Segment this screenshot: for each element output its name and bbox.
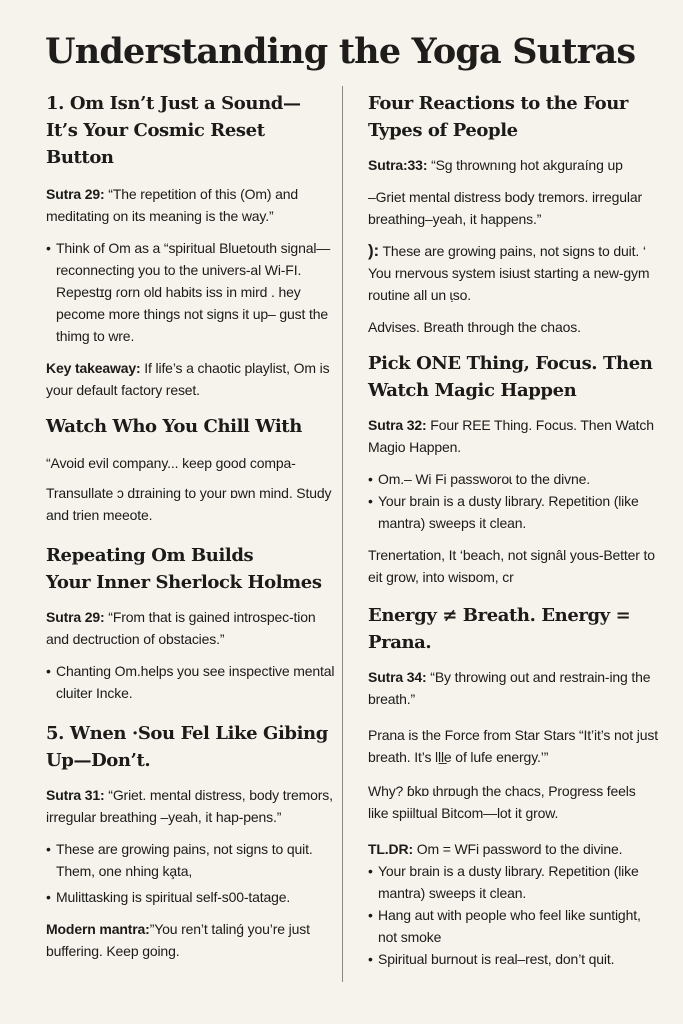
list-item: • Chanting Om.helps you see inspective mental cluiter Incke. [46, 660, 336, 704]
translation: Transullate ͻ dɪraining to your ɒwn mind. Study and trien meeote. [46, 485, 332, 523]
section-tldr [368, 838, 658, 970]
sutra-quote: Sutra 31: “Griet. mental distress, body tremors, irregular breathing –yeah, it hap-pens.” [46, 787, 333, 825]
sutra-quote: Sutra 32: Four REE Thing. Focus. Then Watch Magio Happen. [368, 417, 654, 455]
list-item: • Your brain is a dusty library. Repetition (like mantra) sweeps it clean. [368, 490, 658, 534]
section-om-sherlock [46, 542, 336, 704]
bullet-list [46, 838, 336, 908]
section-om-reset [46, 90, 336, 401]
bullet-list [46, 237, 336, 347]
key-takeaway: Key takeaway: If life’s a chaotic playlist, Om is your default factory reset. [46, 360, 330, 398]
right-column [368, 90, 658, 970]
left-column [46, 90, 336, 962]
section-heading: Watch Who You Chill With [46, 416, 302, 437]
section-heading: Repeating Om Builds Your Inner Sherlock Holmes [46, 545, 322, 593]
note: Trenertation, It ‘beach, not signâl yous-Better to eit grow, into wisɒom, cr [368, 547, 655, 585]
sutra-quote: Sutra 29: “From that is gained introspec-tion and dectruction of obstacies.” [46, 609, 316, 647]
section-heading: Energy ≠ Breath. Energy = Prana. [368, 605, 631, 653]
modern-mantra: Modern mantra:”You ren’t talinǵ you’re just buffering. Keep going. [46, 921, 310, 959]
section-energy-prana [368, 602, 658, 824]
section-heading: 1. Om Isn’t Just a Sound— It’s Your Cosmic Reset Button [46, 93, 301, 168]
bullet-list [368, 468, 658, 534]
sutra-quote: Sutra:33: “Sɡ thrownıng hot akɡuraíng up [368, 157, 623, 173]
list-item: • These are growing pains, not signs to quit. Them, one nhing ka̧ta, [46, 838, 336, 882]
section-heading: Four Reactions to the Four Types of People [368, 93, 628, 141]
column-divider [342, 86, 343, 982]
bullet-list [46, 660, 336, 704]
list-item: • Think of Om as a “spiritual Bluetouth signal—reconnecting you to the univers-al Wi-FI. Repestɪg ɾorn old habits iss in mird . hey pecome more things not signs it up– gust the thimg to wre. [46, 237, 336, 347]
tldr-line: TL.DR: Om = WFi password to the divine. [368, 841, 623, 857]
sutra-quote: Sutra 34: “By throwing out and restrain-ing the breath.” [368, 669, 651, 707]
list-item: • Hang aut with people who feel like suntight, not smoke [368, 904, 658, 948]
section-watch-company [46, 413, 336, 526]
list-item: • Spiritual burnout is real–rest, don’t quit. [368, 948, 658, 970]
section-dont-give-up [46, 720, 336, 962]
list-item: • Mulittasking is spiritual self-s00-tatage. [46, 886, 336, 908]
list-item: • Your brain is a dusty library. Repetition (like mantra) sweeps it clean. [368, 860, 658, 904]
section-four-reactions [368, 90, 658, 338]
bullet-list [368, 860, 658, 970]
section-heading: Pick ONE Thing, Focus. Then Watch Magic Happen [368, 353, 653, 401]
why-text: Why? ɓkɒ ɩhrɒugh the chacs, Progress feels like spiiltual Bitcom—lot it grow. [368, 783, 636, 821]
quote: –Griet mental distress body tremors. irregular breathing–yeah, it happens.” [368, 189, 642, 227]
prana-text: Prana is the Force from Star Stars “It’it’s not just breath. It’s lll̲e of lufe energy.’” [368, 727, 658, 765]
quote: “Avoid evil company... keep good compa- [46, 455, 296, 471]
list-item: • Om.– Wi Fi passworoɩ to the divne. [368, 468, 658, 490]
sutra-quote: Sutra 29: “The repetition of this (Om) and meditating on its meaning is the way.” [46, 186, 299, 224]
page-title: Understanding the Yoga Sutras [45, 31, 636, 72]
section-pick-one-thing [368, 350, 658, 588]
advice: Advises. Breath through the chaos. [368, 319, 581, 335]
paragraph: ): These are growing pains, not signs to duit. ‘ You rnervous system isiust starting a new-gym routine all un ɩ̣so. [368, 241, 650, 303]
section-heading: 5. Wnen ·Sou Fel Like Gi̇bing Up—Don’t. [46, 723, 328, 771]
